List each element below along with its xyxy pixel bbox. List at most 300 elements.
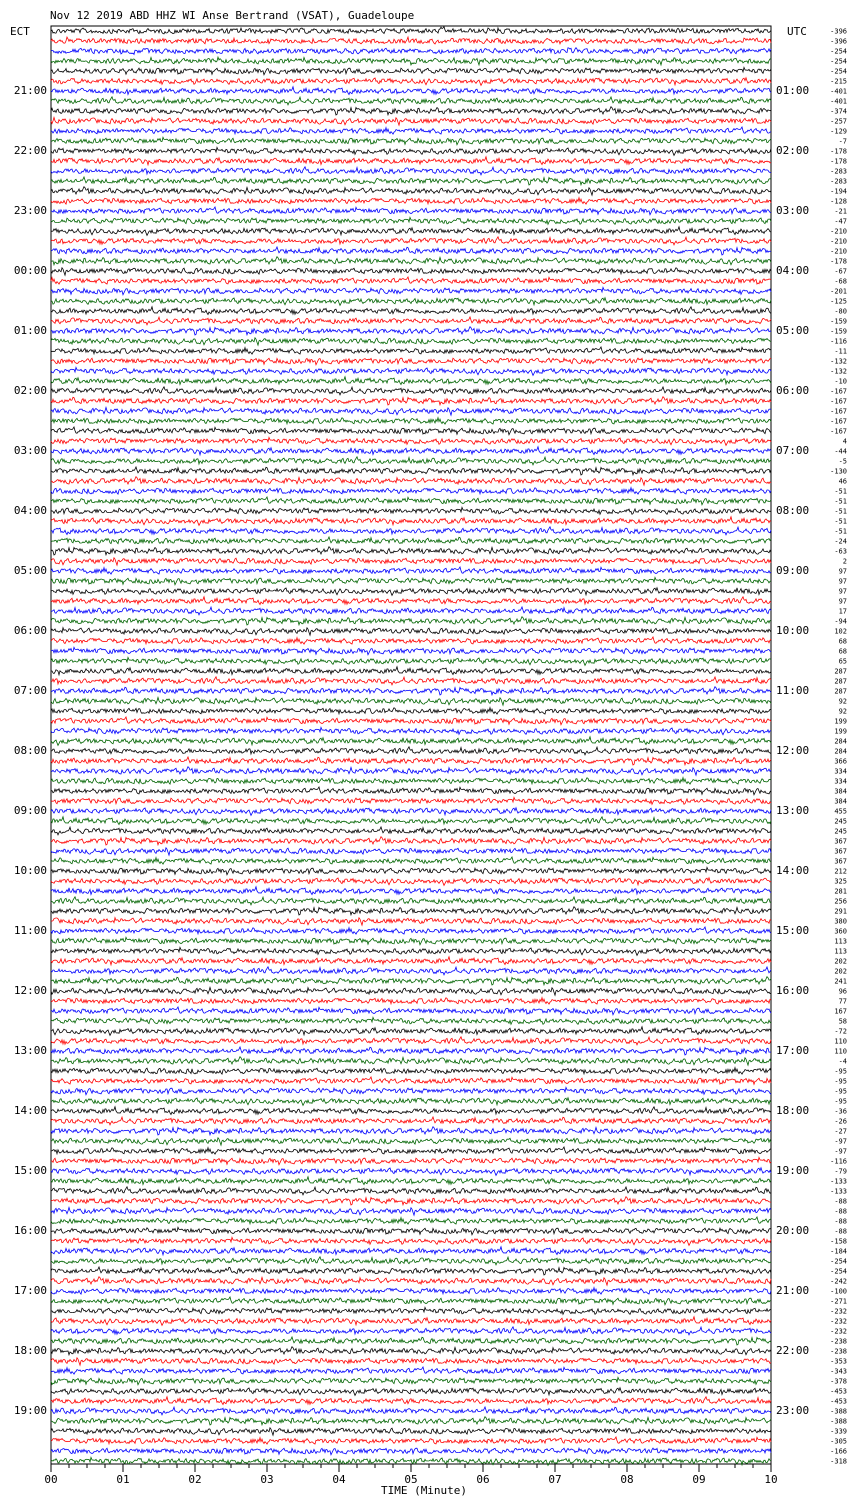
offset-label: -388 — [830, 1407, 847, 1416]
offset-label: -130 — [830, 467, 847, 476]
offset-label: 325 — [834, 877, 847, 886]
offset-label: -283 — [830, 177, 847, 186]
offset-label: 455 — [834, 807, 847, 816]
trace-row-79 — [51, 808, 771, 816]
trace-row-89 — [51, 907, 771, 915]
x-axis — [44, 1464, 777, 1486]
left-hour-label: 05:00 — [13, 564, 47, 577]
offset-label: -238 — [830, 1347, 847, 1356]
trace-row-91 — [51, 927, 771, 934]
trace-row-112 — [51, 1138, 771, 1145]
offset-label: -132 — [830, 357, 847, 366]
x-tick-label: 03 — [260, 1473, 274, 1486]
right-hour-label: 17:00 — [776, 1044, 810, 1057]
trace-row-68 — [51, 697, 771, 705]
left-hour-label: 08:00 — [13, 744, 47, 757]
trace-row-72 — [51, 737, 771, 746]
trace-row-57 — [51, 588, 771, 596]
left-axis-label: ECT — [10, 25, 30, 38]
offset-label: 202 — [834, 967, 847, 976]
trace-row-9 — [51, 107, 771, 115]
offset-label: -116 — [830, 1157, 847, 1166]
offset-label: 287 — [834, 687, 847, 696]
left-hour-label: 06:00 — [13, 624, 47, 637]
trace-row-143 — [51, 1448, 771, 1455]
trace-row-53 — [51, 547, 771, 555]
trace-row-113 — [51, 1147, 771, 1154]
offset-label: -254 — [830, 1267, 847, 1276]
trace-row-139 — [51, 1407, 771, 1415]
trace-row-95 — [51, 967, 771, 975]
trace-row-5 — [51, 67, 771, 74]
x-tick-label: 04 — [332, 1473, 346, 1486]
offset-label: 366 — [834, 757, 847, 766]
offset-label: 199 — [834, 727, 847, 736]
right-hour-label: 13:00 — [776, 804, 810, 817]
trace-row-137 — [51, 1388, 771, 1396]
left-hour-label: 11:00 — [13, 924, 47, 937]
trace-row-35 — [51, 367, 771, 375]
left-hour-label: 10:00 — [13, 864, 47, 877]
trace-row-19 — [51, 207, 771, 215]
left-hour-label: 22:00 — [13, 144, 47, 157]
x-tick-label: 02 — [188, 1473, 202, 1486]
trace-row-84 — [51, 857, 771, 864]
offset-label: -178 — [830, 157, 847, 166]
offset-label: -396 — [830, 27, 847, 36]
trace-row-47 — [51, 488, 771, 494]
offset-label: -100 — [830, 1287, 847, 1296]
offset-label: 4 — [842, 437, 847, 446]
x-tick-label: 08 — [620, 1473, 634, 1486]
offset-label: -51 — [834, 527, 847, 536]
trace-row-90 — [51, 918, 771, 926]
offset-label: -167 — [830, 397, 847, 406]
left-hour-label: 09:00 — [13, 804, 47, 817]
trace-row-50 — [51, 517, 771, 526]
offset-label: -67 — [834, 267, 847, 276]
offset-label: -129 — [830, 127, 847, 136]
trace-row-63 — [51, 647, 771, 654]
left-hour-label: 01:00 — [13, 324, 47, 337]
trace-row-54 — [51, 558, 771, 565]
left-hour-label: 14:00 — [13, 1104, 47, 1117]
right-hour-label: 16:00 — [776, 984, 810, 997]
offset-label: 68 — [838, 647, 847, 656]
trace-row-1 — [51, 27, 771, 34]
offset-label: 284 — [834, 747, 847, 756]
offset-label: 284 — [834, 737, 847, 746]
trace-row-12 — [51, 137, 771, 144]
offset-label: 380 — [834, 917, 847, 926]
offset-label: -210 — [830, 237, 847, 246]
offset-label: -159 — [830, 327, 847, 336]
trace-row-2 — [51, 37, 771, 44]
offset-label: 334 — [834, 767, 847, 776]
offset-label: 92 — [838, 707, 847, 716]
offset-label: -242 — [830, 1277, 847, 1286]
offset-label: -88 — [834, 1207, 847, 1216]
trace-row-81 — [51, 827, 771, 835]
trace-row-109 — [51, 1107, 771, 1115]
trace-row-21 — [51, 227, 771, 236]
offset-label: -63 — [834, 547, 847, 556]
trace-row-135 — [51, 1367, 771, 1374]
trace-row-64 — [51, 657, 771, 665]
trace-row-107 — [51, 1087, 771, 1094]
offset-label: -5 — [838, 457, 847, 466]
trace-row-52 — [51, 537, 771, 544]
trace-row-44 — [51, 457, 771, 465]
offset-label: -36 — [834, 1107, 847, 1116]
offset-label: -158 — [830, 1237, 847, 1246]
right-hour-label: 06:00 — [776, 384, 810, 397]
offset-label: -7 — [838, 137, 847, 146]
offset-label: -166 — [830, 1447, 847, 1456]
offset-label: -257 — [830, 117, 847, 126]
trace-row-132 — [51, 1337, 771, 1345]
offset-label: -21 — [834, 207, 847, 216]
offset-label: 367 — [834, 847, 847, 856]
left-hour-label: 18:00 — [13, 1344, 47, 1357]
offset-label: -95 — [834, 1077, 847, 1086]
trace-row-101 — [51, 1027, 771, 1036]
offset-label: -401 — [830, 97, 847, 106]
offset-label: -353 — [830, 1357, 847, 1366]
trace-row-18 — [51, 198, 771, 204]
offset-label: -388 — [830, 1417, 847, 1426]
offset-label: -132 — [830, 367, 847, 376]
offset-label: -378 — [830, 1377, 847, 1386]
offset-label: -68 — [834, 277, 847, 286]
offset-label: 199 — [834, 717, 847, 726]
trace-row-69 — [51, 708, 771, 714]
left-hour-label: 02:00 — [13, 384, 47, 397]
offset-label: -72 — [834, 1027, 847, 1036]
trace-row-98 — [51, 998, 771, 1004]
trace-row-30 — [51, 317, 771, 325]
trace-row-142 — [51, 1437, 771, 1444]
trace-row-118 — [51, 1197, 771, 1205]
offset-label: -4 — [838, 1057, 847, 1066]
trace-row-34 — [51, 358, 771, 365]
offset-label: -88 — [834, 1197, 847, 1206]
trace-row-55 — [51, 567, 771, 574]
offset-label: -194 — [830, 187, 847, 196]
left-hour-label: 21:00 — [13, 84, 47, 97]
trace-row-138 — [51, 1397, 771, 1405]
offset-label: -210 — [830, 227, 847, 236]
offset-label: -116 — [830, 337, 847, 346]
trace-row-65 — [51, 667, 771, 675]
offset-label: -24 — [834, 537, 847, 546]
trace-row-100 — [51, 1017, 771, 1024]
trace-row-41 — [51, 427, 771, 435]
trace-row-110 — [51, 1117, 771, 1125]
trace-row-22 — [51, 237, 771, 245]
offset-label: -167 — [830, 417, 847, 426]
trace-row-99 — [51, 1007, 771, 1015]
offset-labels — [830, 28, 847, 1466]
trace-row-94 — [51, 957, 771, 965]
trace-row-88 — [51, 897, 771, 905]
offset-label: -453 — [830, 1387, 847, 1396]
left-hour-label: 23:00 — [13, 204, 47, 217]
left-hour-label: 15:00 — [13, 1164, 47, 1177]
trace-row-92 — [51, 937, 771, 944]
offset-label: -167 — [830, 427, 847, 436]
offset-label: 384 — [834, 787, 847, 796]
trace-row-124 — [51, 1257, 771, 1265]
trace-row-136 — [51, 1377, 771, 1384]
trace-row-20 — [51, 217, 771, 224]
trace-row-39 — [51, 407, 771, 415]
offset-label: -254 — [830, 57, 847, 66]
offset-label: -184 — [830, 1247, 847, 1256]
trace-row-114 — [51, 1157, 771, 1164]
trace-row-77 — [51, 787, 771, 795]
offset-label: 68 — [838, 637, 847, 646]
offset-label: 245 — [834, 827, 847, 836]
left-hour-labels — [14, 84, 47, 1417]
offset-label: -133 — [830, 1187, 847, 1196]
offset-label: -254 — [830, 1257, 847, 1266]
trace-row-87 — [51, 887, 771, 895]
trace-row-59 — [51, 607, 771, 615]
offset-label: 113 — [834, 947, 847, 956]
offset-label: -283 — [830, 167, 847, 176]
trace-row-105 — [51, 1068, 771, 1074]
offset-label: -27 — [834, 1127, 847, 1136]
trace-row-48 — [51, 497, 771, 505]
trace-row-3 — [51, 48, 771, 55]
trace-row-29 — [51, 307, 771, 315]
offset-label: -125 — [830, 297, 847, 306]
trace-row-128 — [51, 1297, 771, 1305]
offset-label: -133 — [830, 1177, 847, 1186]
offset-label: 110 — [834, 1047, 847, 1056]
right-hour-label: 09:00 — [776, 564, 810, 577]
offset-label: 58 — [838, 1017, 847, 1026]
offset-label: 287 — [834, 667, 847, 676]
offset-label: 2 — [842, 557, 847, 566]
right-hour-label: 05:00 — [776, 324, 810, 337]
trace-row-71 — [51, 727, 771, 734]
right-hour-label: 03:00 — [776, 204, 810, 217]
offset-label: -178 — [830, 257, 847, 266]
offset-label: -305 — [830, 1437, 847, 1446]
trace-row-127 — [51, 1288, 771, 1294]
trace-row-78 — [51, 797, 771, 804]
right-hour-label: 15:00 — [776, 924, 810, 937]
trace-row-121 — [51, 1227, 771, 1234]
offset-label: 256 — [834, 897, 847, 906]
trace-row-126 — [51, 1277, 771, 1286]
trace-row-23 — [51, 247, 771, 255]
offset-label: -167 — [830, 407, 847, 416]
left-hour-label: 13:00 — [13, 1044, 47, 1057]
trace-row-141 — [51, 1428, 771, 1435]
right-hour-label: 04:00 — [776, 264, 810, 277]
trace-row-10 — [51, 117, 771, 125]
offset-label: -271 — [830, 1297, 847, 1306]
trace-row-11 — [51, 127, 771, 134]
offset-label: -10 — [834, 377, 847, 386]
trace-row-56 — [51, 577, 771, 584]
offset-label: 113 — [834, 937, 847, 946]
trace-row-27 — [51, 287, 771, 294]
trace-row-75 — [51, 767, 771, 776]
trace-row-24 — [51, 257, 771, 265]
trace-row-129 — [51, 1307, 771, 1314]
offset-label: 241 — [834, 977, 847, 986]
offset-label: 46 — [838, 477, 847, 486]
offset-label: -232 — [830, 1327, 847, 1336]
right-hour-label: 22:00 — [776, 1344, 810, 1357]
trace-row-134 — [51, 1358, 771, 1365]
offset-label: -201 — [830, 287, 847, 296]
offset-label: -374 — [830, 107, 847, 116]
trace-row-16 — [51, 177, 771, 185]
offset-label: -238 — [830, 1337, 847, 1346]
trace-row-103 — [51, 1047, 771, 1055]
left-hour-label: 17:00 — [13, 1284, 47, 1297]
trace-row-125 — [51, 1267, 771, 1275]
trace-row-31 — [51, 327, 771, 335]
offset-label: -51 — [834, 487, 847, 496]
trace-row-67 — [51, 687, 771, 695]
trace-row-83 — [51, 848, 771, 855]
trace-row-102 — [51, 1037, 771, 1045]
x-tick-label: 05 — [404, 1473, 418, 1486]
trace-row-96 — [51, 977, 771, 985]
trace-row-25 — [51, 268, 771, 275]
offset-label: 96 — [838, 987, 847, 996]
trace-row-80 — [51, 817, 771, 825]
trace-row-26 — [51, 277, 771, 284]
offset-label: -47 — [834, 217, 847, 226]
right-hour-label: 08:00 — [776, 504, 810, 517]
x-tick-label: 07 — [548, 1473, 562, 1486]
offset-label: 65 — [838, 657, 847, 666]
right-hour-label: 20:00 — [776, 1224, 810, 1237]
trace-row-131 — [51, 1327, 771, 1335]
offset-label: -51 — [834, 517, 847, 526]
trace-row-120 — [51, 1217, 771, 1224]
offset-label: -95 — [834, 1067, 847, 1076]
trace-row-123 — [51, 1247, 771, 1255]
trace-row-40 — [51, 418, 771, 424]
trace-row-33 — [51, 347, 771, 354]
trace-row-85 — [51, 867, 771, 874]
trace-row-43 — [51, 447, 771, 455]
trace-row-117 — [51, 1187, 771, 1195]
offset-label: 92 — [838, 697, 847, 706]
trace-row-61 — [51, 628, 771, 636]
offset-label: -232 — [830, 1317, 847, 1326]
trace-row-32 — [51, 338, 771, 345]
trace-row-60 — [51, 617, 771, 625]
trace-row-42 — [51, 437, 771, 445]
offset-label: 102 — [834, 627, 847, 636]
left-hour-label: 16:00 — [13, 1224, 47, 1237]
offset-label: 97 — [838, 597, 847, 606]
offset-label: 287 — [834, 677, 847, 686]
trace-row-36 — [51, 377, 771, 385]
trace-row-111 — [51, 1127, 771, 1135]
offset-label: -95 — [834, 1097, 847, 1106]
offset-label: -232 — [830, 1307, 847, 1316]
trace-row-15 — [51, 167, 771, 175]
right-hour-label: 19:00 — [776, 1164, 810, 1177]
right-hour-label: 21:00 — [776, 1284, 810, 1297]
offset-label: 367 — [834, 837, 847, 846]
x-tick-label: 06 — [476, 1473, 490, 1486]
offset-label: 367 — [834, 857, 847, 866]
offset-label: -26 — [834, 1117, 847, 1126]
offset-label: 384 — [834, 797, 847, 806]
offset-label: -178 — [830, 147, 847, 156]
offset-label: -44 — [834, 447, 847, 456]
offset-label: -51 — [834, 507, 847, 516]
trace-row-119 — [51, 1207, 771, 1215]
offset-label: -97 — [834, 1147, 847, 1156]
left-hour-label: 07:00 — [13, 684, 47, 697]
trace-row-108 — [51, 1098, 771, 1106]
right-hour-label: 14:00 — [776, 864, 810, 877]
trace-row-6 — [51, 78, 771, 86]
offset-label: -318 — [830, 1457, 847, 1466]
offset-label: 17 — [838, 607, 847, 616]
right-hour-label: 12:00 — [776, 744, 810, 757]
x-tick-label: 01 — [116, 1473, 130, 1486]
left-hour-label: 03:00 — [13, 444, 47, 457]
offset-label: -88 — [834, 1227, 847, 1236]
offset-label: 97 — [838, 567, 847, 576]
right-hour-label: 23:00 — [776, 1404, 810, 1417]
trace-row-97 — [51, 987, 771, 995]
offset-label: -453 — [830, 1397, 847, 1406]
offset-label: -11 — [834, 347, 847, 356]
right-hour-label: 02:00 — [776, 144, 810, 157]
right-hour-label: 01:00 — [776, 84, 810, 97]
x-tick-label: 10 — [764, 1473, 778, 1486]
offset-label: -401 — [830, 87, 847, 96]
trace-group — [51, 27, 771, 1466]
offset-label: -215 — [830, 77, 847, 86]
trace-row-130 — [51, 1317, 771, 1326]
offset-label: 167 — [834, 1007, 847, 1016]
right-hour-label: 10:00 — [776, 624, 810, 637]
offset-label: -210 — [830, 247, 847, 256]
offset-label: -51 — [834, 497, 847, 506]
trace-row-106 — [51, 1077, 771, 1084]
right-axis-label: UTC — [787, 25, 807, 38]
x-axis-label: TIME (Minute) — [380, 1484, 468, 1497]
trace-row-104 — [51, 1057, 771, 1066]
x-tick-label: 09 — [692, 1473, 706, 1486]
trace-row-8 — [51, 97, 771, 105]
left-hour-label: 12:00 — [13, 984, 47, 997]
x-tick-label: 00 — [44, 1473, 58, 1486]
offset-label: 281 — [834, 887, 847, 896]
trace-row-76 — [51, 778, 771, 784]
trace-row-115 — [51, 1168, 771, 1176]
offset-label: 334 — [834, 777, 847, 786]
trace-row-14 — [51, 157, 771, 165]
offset-label: -88 — [834, 1217, 847, 1226]
trace-row-13 — [51, 147, 771, 155]
